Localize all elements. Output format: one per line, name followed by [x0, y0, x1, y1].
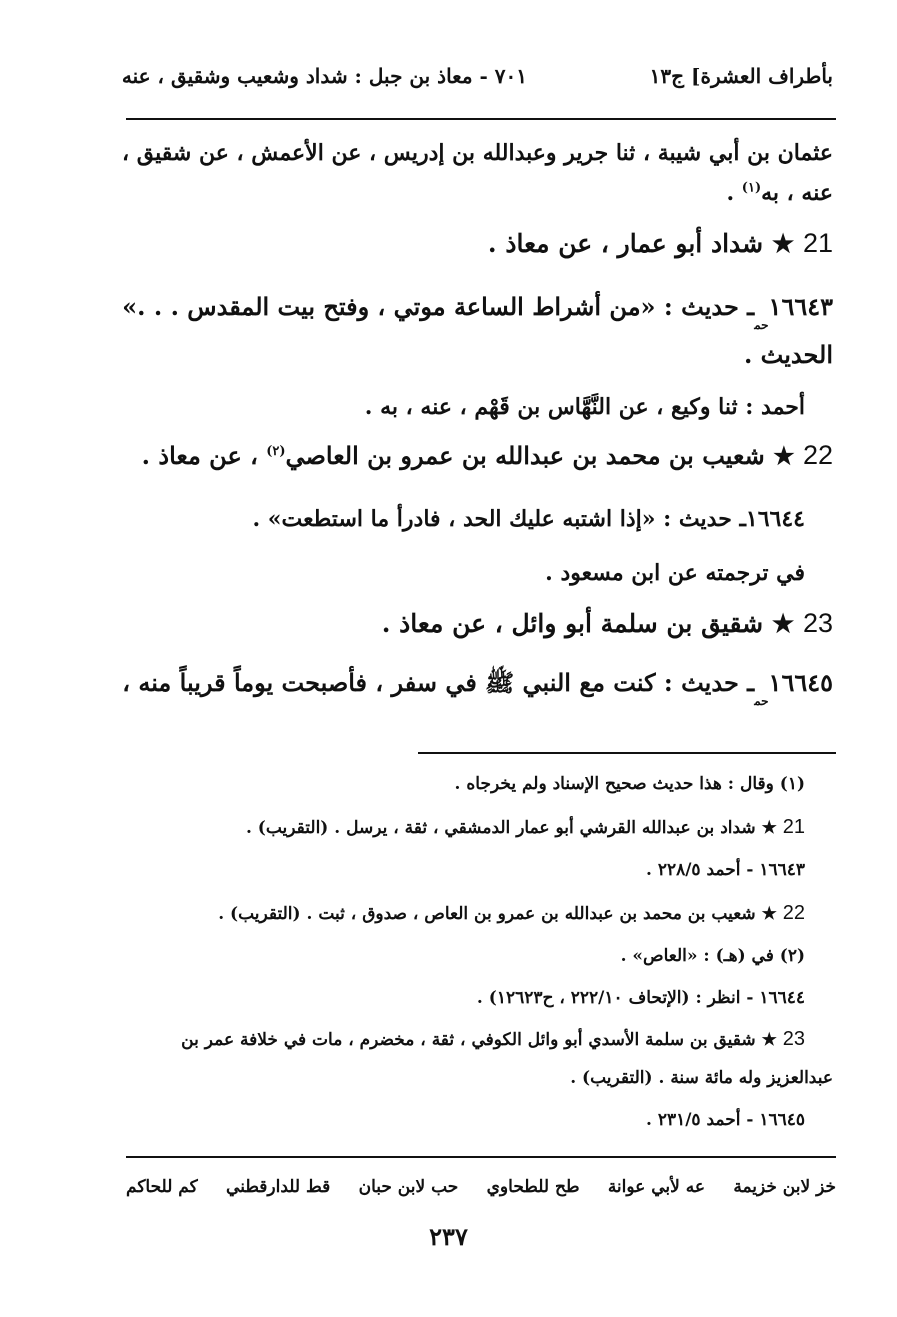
footnote-16645: ١٦٦٤٥ - أحمد ٢٣١/٥ .: [645, 1110, 805, 1130]
abbreviation-item: عه لأبي عوانة: [607, 1177, 705, 1197]
abbreviation-item: خز لابن خزيمة: [733, 1177, 836, 1197]
entry-22: [142, 440, 833, 471]
abbreviation-item: طح للطحاوي: [486, 1177, 580, 1197]
hadith-16644: [252, 506, 805, 532]
header-rule: [126, 118, 836, 120]
abbreviation-item: قط للدارقطني: [226, 1177, 331, 1197]
star-icon: ★: [773, 441, 795, 470]
running-header-volume: بأطراف العشرة] ج١٣: [649, 64, 833, 88]
hadith-16645-mark: حم: [754, 694, 769, 708]
footnote-ref-2: (٢): [266, 444, 286, 459]
footnote-23-text: شقيق بن سلمة الأسدي أبو وائل الكوفي ، ثقة ، مخضرم ، مات في خلافة عمر بن: [181, 1030, 756, 1050]
footnote-22: [218, 902, 805, 925]
text-line-2-end: .: [726, 180, 742, 206]
hadith-16643: [122, 292, 833, 332]
star-icon: ★: [761, 1030, 777, 1050]
tarjama-line: في ترجمته عن ابن مسعود .: [545, 560, 805, 586]
hadith-16645: [122, 668, 833, 708]
entry-23: [382, 608, 833, 639]
footnote-22-text: شعيب بن محمد بن عبدالله بن عمرو بن العاص ، صدوق ، ثبت . (التقريب) .: [218, 904, 756, 924]
text-line-2-main: عنه ، به: [761, 180, 833, 206]
footnote-21: [246, 816, 805, 839]
abbreviation-item: حب لابن حبان: [358, 1177, 459, 1197]
entry-21-title: شداد أبو عمار ، عن معاذ .: [487, 229, 764, 258]
hadith-16643-text: ـ حديث : «من أشراط الساعة موتي ، وفتح بيت المقدس . . .»: [122, 292, 755, 321]
entry-23-number: 23: [802, 608, 833, 638]
footnote-21-number: 21: [782, 816, 805, 838]
abbreviation-item: كم للحاكم: [126, 1177, 198, 1197]
footnote-23: [181, 1028, 805, 1051]
hadith-16643-continuation: الحديث .: [743, 340, 833, 369]
footnote-23-number: 23: [782, 1028, 805, 1050]
abbreviations-row: [126, 1172, 836, 1202]
footnote-1: (١) وقال : هذا حديث صحيح الإسناد ولم يخرجاه .: [454, 774, 805, 794]
text-line-2: [726, 180, 833, 206]
star-icon: ★: [771, 609, 795, 638]
entry-22-title: شعيب بن محمد بن عبدالله بن عمرو بن العاصي: [285, 441, 765, 470]
abbreviation-rule: [126, 1156, 836, 1158]
footnote-separator: [418, 752, 836, 754]
footnote-2: (٢) في (هـ) : «العاص» .: [620, 946, 805, 966]
entry-21-number: 21: [802, 228, 833, 258]
hadith-16645-number: $١٦٦٤٥_{حم}$: [754, 668, 833, 708]
hadith-16644-number: ١٦٦٤٤: [745, 506, 805, 532]
text-line-1: عثمان بن أبي شيبة ، ثنا جرير وعبدالله بن إدريس ، عن الأعمش ، عن شقيق ،: [122, 140, 833, 166]
footnote-ref-1: (١): [741, 180, 762, 196]
footnote-21-text: شداد بن عبدالله القرشي أبو عمار الدمشقي ، ثقة ، يرسل . (التقريب) .: [245, 818, 756, 838]
star-icon: ★: [761, 818, 777, 838]
entry-21: [488, 228, 833, 259]
hadith-16645-text: ـ حديث : كنت مع النبي ﷺ في سفر ، فأصبحت يوماً قريباً منه ،: [122, 668, 755, 697]
star-icon: ★: [771, 229, 795, 258]
entry-23-title: شقيق بن سلمة أبو وائل ، عن معاذ .: [381, 609, 764, 638]
hadith-16643-mark: حم: [754, 318, 769, 332]
running-header-chapter: ٧٠١ - معاذ بن جبل : شداد وشعيب وشقيق ، عنه: [121, 64, 527, 88]
ahmad-chain-line: أحمد : ثنا وكيع ، عن النَّهَّاس بن قَهْم ، عنه ، به .: [364, 394, 805, 420]
entry-22-number: 22: [802, 440, 833, 470]
entry-22-end: ، عن معاذ .: [141, 441, 267, 470]
star-icon: ★: [761, 904, 777, 924]
page-number: ٢٣٧: [429, 1222, 468, 1251]
hadith-16644-text: ـ حديث : «إذا اشتبه عليك الحد ، فادرأ ما استطعت» .: [252, 506, 746, 532]
footnote-16643: ١٦٦٤٣ - أحمد ٢٢٨/٥ .: [645, 860, 805, 880]
footnote-23-continuation: عبدالعزيز وله مائة سنة . (التقريب) .: [570, 1068, 833, 1088]
footnote-16644: ١٦٦٤٤ - انظر : (الإتحاف ٢٢٢/١٠ ، ح١٢٦٢٣) .: [476, 988, 805, 1008]
hadith-16643-number: $١٦٦٤٣_{حم}$: [754, 292, 833, 332]
footnote-22-number: 22: [782, 902, 805, 924]
